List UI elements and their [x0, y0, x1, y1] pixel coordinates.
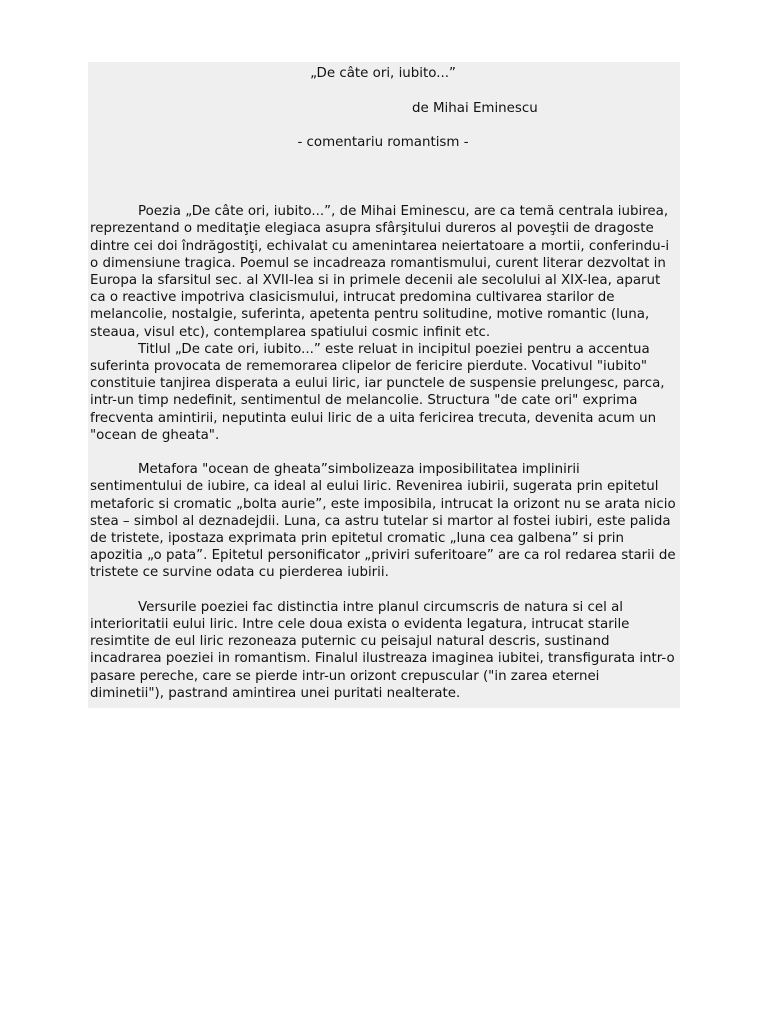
document-title: „De câte ori, iubito...”: [310, 66, 456, 81]
document-body: [90, 203, 676, 702]
document-subtitle: - comentariu romantism -: [297, 135, 469, 151]
paragraph-3: Metafora "ocean de gheata”simbolizeaza imposibilitatea implinirii sentimentului de iubire, ca ideal al eului liric. Revenirea iubirii, sugerata prin epitetul metaforic si cromatic „bolta aurie”, este imposibila, intrucat la orizont nu se arata nicio stea – simbol al deznadejdii. Luna, ca astru tutelar si martor al fostei iubiri, este palida de tristete, ipostaza exprimata prin epitetul cromatic „luna cea galbena” si prin apozitia „o pata”. Epitetul personificator „priviri suferitoare” are ca rol redarea starii de tristete ce survine odata cu pierderea iubirii.: [90, 462, 676, 581]
paragraph-1: Poezia „De câte ori, iubito...”, de Mihai Eminescu, are ca temă centrala iubirea, reprezentand o meditaţie elegiaca asupra sfârşitului dureros al poveştii de dragoste dintre cei doi îndrăgostiţi, echivalat cu amenintarea neiertatoare a mortii, conferindu-i o dimensiune tragica. Poemul se incadreaza romantismului, curent literar dezvoltat in Europa la sfarsitul sec. al XVII-lea si in primele decenii ale secolului al XIX-lea, aparut ca o reactive impotriva clasicismului, intrucat predomina cultivarea starilor de melancolie, nostalgie, suferinta, apetenta pentru solitudine, motive romantic (luna, steaua, visul etc), contemplarea spatiului cosmic infinit etc.: [90, 204, 670, 340]
document-text-block: [88, 62, 680, 708]
paragraph-4: Versurile poeziei fac distinctia intre planul circumscris de natura si cel al interioritatii eului liric. Intre cele doua exista o evidenta legatura, intrucat starile resimtite de eul liric rezoneaza puternic cu peisajul natural descris, sustinand incadrarea poeziei in romantism. Finalul ilustreaza imaginea iubitei, transfigurata intr-o pasare pereche, care se pierde intr-un orizont crepuscular ("in zarea eternei diminetii"), pastrand amintirea unei puritati nealterate.: [90, 599, 675, 701]
document-author: de Mihai Eminescu: [412, 100, 538, 116]
paragraph-2: Titlul „De cate ori, iubito...” este reluat in incipitul poeziei pentru a accentua suferinta provocata de rememorarea clipelor de fericire pierdute. Vocativul "iubito" constituie tanjirea disperata a eului liric, iar punctele de suspensie prelungesc, parca, intr-un timp nedefinit, sentimentul de melancolie. Structura "de cate ori" exprima frecventa amintirii, neputinta eului liric de a uita fericirea trecuta, devenita acum un "ocean de gheata".: [90, 341, 665, 443]
